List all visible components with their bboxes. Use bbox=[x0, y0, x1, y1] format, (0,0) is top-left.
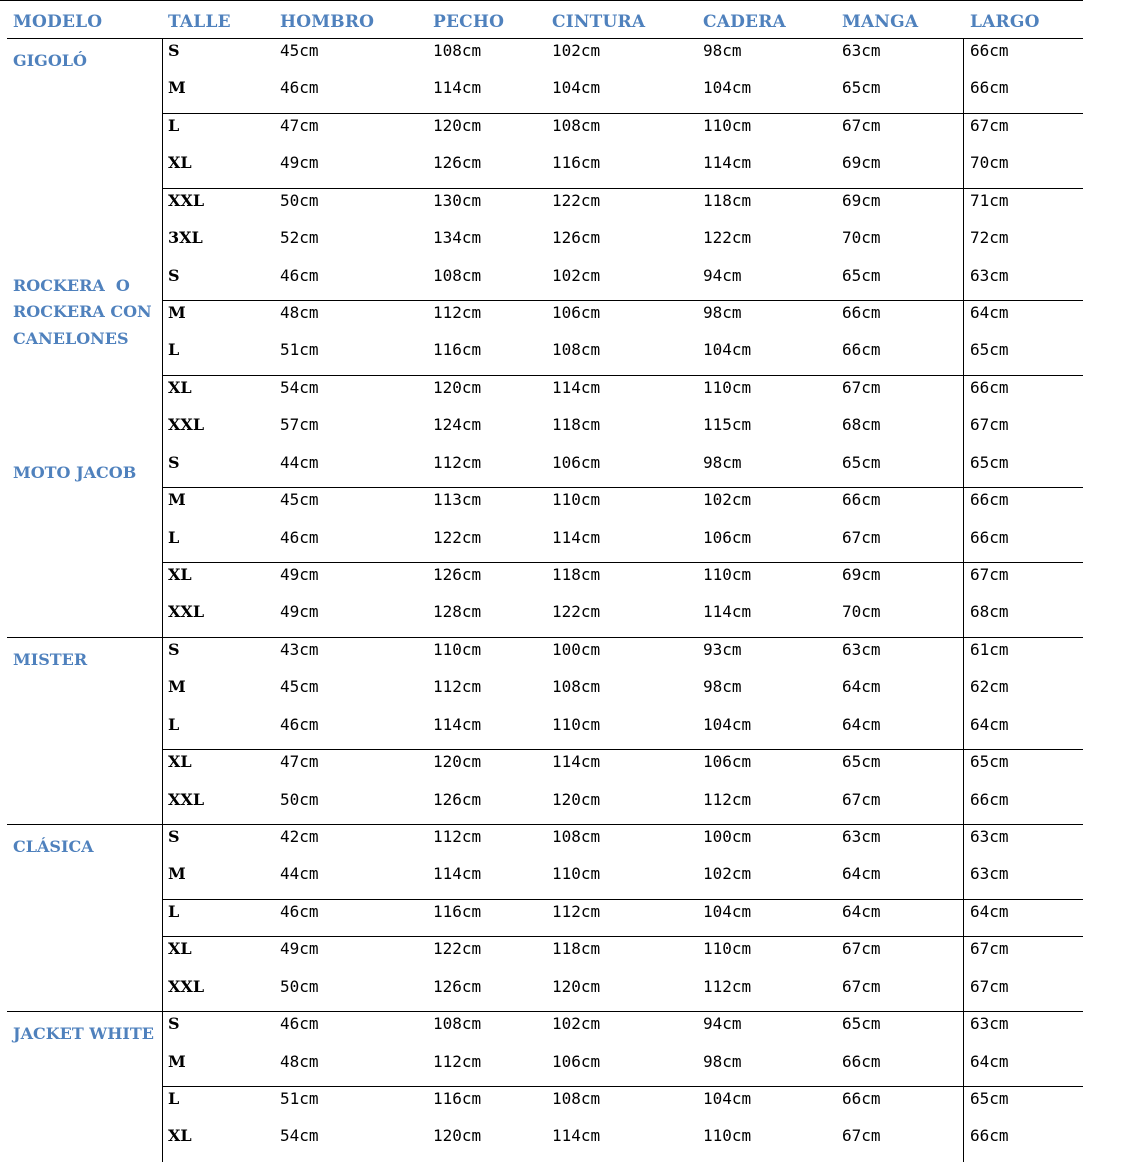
header-cintura: CINTURA bbox=[552, 12, 646, 32]
row-separator bbox=[162, 487, 1083, 488]
cell-cintura: 108cm bbox=[552, 340, 601, 360]
cell-hombro: 44cm bbox=[280, 452, 319, 472]
cell-pecho: 126cm bbox=[433, 789, 482, 809]
header-hombro: HOMBRO bbox=[280, 12, 375, 32]
cell-cintura: 110cm bbox=[552, 714, 601, 734]
cell-manga: 68cm bbox=[842, 415, 881, 435]
cell-cintura: 118cm bbox=[552, 415, 601, 435]
cell-hombro: 46cm bbox=[280, 78, 319, 98]
cell-cintura: 108cm bbox=[552, 1089, 601, 1109]
cell-cintura: 122cm bbox=[552, 190, 601, 210]
cell-largo: 67cm bbox=[970, 976, 1009, 996]
cell-hombro: 46cm bbox=[280, 901, 319, 921]
cell-cadera: 102cm bbox=[703, 490, 752, 510]
cell-cintura: 120cm bbox=[552, 976, 601, 996]
cell-cadera: 104cm bbox=[703, 714, 752, 734]
cell-cadera: 122cm bbox=[703, 228, 752, 248]
model-name-line: JACKET WHITE bbox=[13, 1024, 154, 1044]
cell-talle: L bbox=[168, 1089, 180, 1109]
model-name-line: CANELONES bbox=[13, 328, 129, 348]
cell-largo: 64cm bbox=[970, 303, 1009, 322]
cell-largo: 67cm bbox=[970, 939, 1009, 959]
cell-talle: XL bbox=[168, 939, 192, 959]
cell-pecho: 114cm bbox=[433, 714, 482, 734]
cell-manga: 67cm bbox=[842, 377, 881, 397]
cell-manga: 64cm bbox=[842, 864, 881, 884]
cell-hombro: 52cm bbox=[280, 228, 319, 248]
cell-cintura: 108cm bbox=[552, 677, 601, 697]
cell-largo: 65cm bbox=[970, 452, 1009, 472]
cell-cadera: 110cm bbox=[703, 939, 752, 959]
cell-talle: XL bbox=[168, 377, 192, 397]
cell-cadera: 93cm bbox=[703, 639, 742, 659]
cell-manga: 69cm bbox=[842, 153, 881, 173]
cell-hombro: 48cm bbox=[280, 303, 319, 322]
cell-talle: S bbox=[168, 827, 180, 847]
cell-manga: 65cm bbox=[842, 1014, 881, 1034]
cell-hombro: 51cm bbox=[280, 1089, 319, 1109]
row-separator bbox=[162, 936, 1083, 937]
cell-hombro: 49cm bbox=[280, 153, 319, 173]
model-group-separator bbox=[7, 824, 1083, 825]
cell-pecho: 126cm bbox=[433, 153, 482, 173]
cell-cadera: 98cm bbox=[703, 41, 742, 60]
cell-largo: 67cm bbox=[970, 415, 1009, 435]
cell-manga: 65cm bbox=[842, 265, 881, 285]
cell-cintura: 126cm bbox=[552, 228, 601, 248]
cell-pecho: 112cm bbox=[433, 452, 482, 472]
cell-pecho: 120cm bbox=[433, 752, 482, 772]
cell-hombro: 50cm bbox=[280, 976, 319, 996]
cell-cintura: 106cm bbox=[552, 452, 601, 472]
cell-talle: XXL bbox=[168, 789, 205, 809]
model-name bbox=[13, 1021, 154, 1048]
header-largo: LARGO bbox=[970, 12, 1040, 32]
cell-manga: 63cm bbox=[842, 639, 881, 659]
cell-manga: 64cm bbox=[842, 677, 881, 697]
cell-pecho: 112cm bbox=[433, 677, 482, 697]
cell-manga: 64cm bbox=[842, 901, 881, 921]
cell-manga: 66cm bbox=[842, 340, 881, 360]
cell-cintura: 114cm bbox=[552, 527, 601, 547]
cell-cadera: 110cm bbox=[703, 1126, 752, 1146]
cell-hombro: 51cm bbox=[280, 340, 319, 360]
header-cadera: CADERA bbox=[703, 12, 786, 32]
cell-cadera: 114cm bbox=[703, 602, 752, 622]
cell-pecho: 112cm bbox=[433, 827, 482, 847]
header-modelo: MODELO bbox=[13, 12, 103, 32]
cell-hombro: 46cm bbox=[280, 1014, 319, 1034]
cell-largo: 70cm bbox=[970, 153, 1009, 173]
cell-talle: S bbox=[168, 639, 180, 659]
cell-pecho: 134cm bbox=[433, 228, 482, 248]
cell-hombro: 54cm bbox=[280, 1126, 319, 1146]
cell-largo: 66cm bbox=[970, 527, 1009, 547]
cell-cadera: 104cm bbox=[703, 1089, 752, 1109]
cell-hombro: 57cm bbox=[280, 415, 319, 435]
cell-cadera: 100cm bbox=[703, 827, 752, 847]
cell-talle: S bbox=[168, 452, 180, 472]
cell-manga: 70cm bbox=[842, 602, 881, 622]
cell-cadera: 104cm bbox=[703, 340, 752, 360]
model-name-line: ROCKERA CON bbox=[13, 302, 152, 322]
cell-cadera: 94cm bbox=[703, 1014, 742, 1034]
cell-hombro: 44cm bbox=[280, 864, 319, 884]
cell-cadera: 98cm bbox=[703, 452, 742, 472]
cell-hombro: 49cm bbox=[280, 602, 319, 622]
cell-largo: 66cm bbox=[970, 41, 1009, 60]
cell-pecho: 130cm bbox=[433, 190, 482, 210]
model-name bbox=[13, 273, 152, 353]
cell-largo: 63cm bbox=[970, 864, 1009, 884]
cell-pecho: 113cm bbox=[433, 490, 482, 510]
cell-manga: 65cm bbox=[842, 452, 881, 472]
cell-cintura: 122cm bbox=[552, 602, 601, 622]
model-group-separator bbox=[7, 1011, 1083, 1012]
cell-pecho: 114cm bbox=[433, 78, 482, 98]
cell-hombro: 46cm bbox=[280, 527, 319, 547]
header-manga: MANGA bbox=[842, 12, 919, 32]
cell-manga: 65cm bbox=[842, 78, 881, 98]
cell-pecho: 108cm bbox=[433, 1014, 482, 1034]
row-separator bbox=[162, 562, 1083, 563]
cell-talle: XL bbox=[168, 1126, 192, 1146]
cell-manga: 64cm bbox=[842, 714, 881, 734]
cell-largo: 63cm bbox=[970, 827, 1009, 847]
cell-manga: 66cm bbox=[842, 303, 881, 322]
cell-cintura: 120cm bbox=[552, 789, 601, 809]
cell-cadera: 106cm bbox=[703, 752, 752, 772]
row-separator bbox=[162, 1086, 1083, 1087]
cell-talle: XXL bbox=[168, 415, 205, 435]
row-separator bbox=[162, 375, 1083, 376]
cell-manga: 69cm bbox=[842, 190, 881, 210]
cell-largo: 66cm bbox=[970, 377, 1009, 397]
cell-talle: L bbox=[168, 901, 180, 921]
cell-pecho: 120cm bbox=[433, 377, 482, 397]
row-separator bbox=[162, 113, 1083, 114]
cell-largo: 66cm bbox=[970, 1126, 1009, 1146]
cell-talle: S bbox=[168, 41, 180, 60]
cell-hombro: 47cm bbox=[280, 752, 319, 772]
cell-cintura: 114cm bbox=[552, 377, 601, 397]
cell-cintura: 102cm bbox=[552, 265, 601, 285]
cell-talle: 3XL bbox=[168, 228, 203, 248]
top-rule bbox=[0, 0, 1083, 1]
cell-pecho: 126cm bbox=[433, 976, 482, 996]
cell-manga: 67cm bbox=[842, 976, 881, 996]
cell-largo: 65cm bbox=[970, 1089, 1009, 1109]
cell-hombro: 46cm bbox=[280, 265, 319, 285]
cell-hombro: 43cm bbox=[280, 639, 319, 659]
cell-manga: 63cm bbox=[842, 827, 881, 847]
cell-talle: L bbox=[168, 115, 180, 135]
cell-largo: 67cm bbox=[970, 565, 1009, 585]
cell-cintura: 112cm bbox=[552, 901, 601, 921]
cell-hombro: 42cm bbox=[280, 827, 319, 847]
cell-cintura: 108cm bbox=[552, 115, 601, 135]
cell-pecho: 108cm bbox=[433, 41, 482, 60]
model-name-line: MOTO JACOB bbox=[13, 462, 137, 482]
header-talle: TALLE bbox=[168, 12, 231, 32]
cell-manga: 69cm bbox=[842, 565, 881, 585]
model-group-separator bbox=[7, 637, 1083, 638]
row-separator bbox=[162, 899, 1083, 900]
cell-pecho: 126cm bbox=[433, 565, 482, 585]
cell-largo: 71cm bbox=[970, 190, 1009, 210]
cell-cintura: 116cm bbox=[552, 153, 601, 173]
cell-cadera: 98cm bbox=[703, 677, 742, 697]
row-separator bbox=[162, 300, 1083, 301]
cell-talle: M bbox=[168, 677, 186, 697]
model-name-line: GIGOLÓ bbox=[13, 51, 87, 70]
cell-largo: 66cm bbox=[970, 789, 1009, 809]
cell-hombro: 49cm bbox=[280, 565, 319, 585]
cell-pecho: 116cm bbox=[433, 1089, 482, 1109]
cell-pecho: 116cm bbox=[433, 340, 482, 360]
cell-hombro: 50cm bbox=[280, 789, 319, 809]
cell-largo: 72cm bbox=[970, 228, 1009, 248]
cell-cintura: 118cm bbox=[552, 939, 601, 959]
cell-pecho: 122cm bbox=[433, 527, 482, 547]
cell-talle: M bbox=[168, 1051, 186, 1071]
cell-hombro: 45cm bbox=[280, 41, 319, 60]
cell-manga: 66cm bbox=[842, 1051, 881, 1071]
header-rule bbox=[7, 38, 1083, 39]
cell-cintura: 100cm bbox=[552, 639, 601, 659]
cell-cadera: 104cm bbox=[703, 78, 752, 98]
cell-talle: S bbox=[168, 265, 180, 285]
model-name-line: CLÁSICA bbox=[13, 837, 94, 857]
cell-cadera: 106cm bbox=[703, 527, 752, 547]
cell-hombro: 49cm bbox=[280, 939, 319, 959]
cell-talle: M bbox=[168, 864, 186, 884]
cell-manga: 63cm bbox=[842, 41, 881, 60]
cell-largo: 64cm bbox=[970, 901, 1009, 921]
cell-manga: 67cm bbox=[842, 939, 881, 959]
cell-largo: 64cm bbox=[970, 1051, 1009, 1071]
cell-talle: M bbox=[168, 78, 186, 98]
cell-largo: 66cm bbox=[970, 490, 1009, 510]
cell-largo: 65cm bbox=[970, 340, 1009, 360]
model-name bbox=[13, 460, 136, 487]
cell-manga: 66cm bbox=[842, 1089, 881, 1109]
cell-cintura: 114cm bbox=[552, 1126, 601, 1146]
cell-pecho: 112cm bbox=[433, 1051, 482, 1071]
cell-hombro: 47cm bbox=[280, 115, 319, 135]
cell-cadera: 112cm bbox=[703, 789, 752, 809]
cell-talle: XL bbox=[168, 565, 192, 585]
cell-cadera: 115cm bbox=[703, 415, 752, 435]
cell-pecho: 116cm bbox=[433, 901, 482, 921]
cell-cintura: 118cm bbox=[552, 565, 601, 585]
cell-cadera: 98cm bbox=[703, 1051, 742, 1071]
cell-largo: 63cm bbox=[970, 1014, 1009, 1034]
cell-cadera: 94cm bbox=[703, 265, 742, 285]
cell-cadera: 110cm bbox=[703, 565, 752, 585]
cell-hombro: 48cm bbox=[280, 1051, 319, 1071]
cell-manga: 66cm bbox=[842, 490, 881, 510]
cell-talle: XXL bbox=[168, 190, 205, 210]
cell-pecho: 112cm bbox=[433, 303, 482, 322]
cell-talle: XXL bbox=[168, 602, 205, 622]
cell-largo: 67cm bbox=[970, 115, 1009, 135]
cell-pecho: 128cm bbox=[433, 602, 482, 622]
cell-largo: 65cm bbox=[970, 752, 1009, 772]
cell-hombro: 50cm bbox=[280, 190, 319, 210]
model-column-rule bbox=[162, 38, 163, 1162]
cell-talle: XL bbox=[168, 153, 192, 173]
cell-pecho: 120cm bbox=[433, 115, 482, 135]
cell-largo: 62cm bbox=[970, 677, 1009, 697]
cell-cintura: 102cm bbox=[552, 41, 601, 60]
cell-manga: 67cm bbox=[842, 115, 881, 135]
model-name-line: ROCKERA O bbox=[13, 275, 130, 295]
cell-talle: M bbox=[168, 490, 186, 510]
cell-talle: L bbox=[168, 714, 180, 734]
cell-talle: M bbox=[168, 303, 186, 322]
cell-largo: 68cm bbox=[970, 602, 1009, 622]
cell-cintura: 102cm bbox=[552, 1014, 601, 1034]
cell-pecho: 108cm bbox=[433, 265, 482, 285]
cell-pecho: 122cm bbox=[433, 939, 482, 959]
cell-hombro: 45cm bbox=[280, 677, 319, 697]
cell-cadera: 102cm bbox=[703, 864, 752, 884]
cell-cadera: 110cm bbox=[703, 377, 752, 397]
model-name-line: MISTER bbox=[13, 649, 88, 669]
cell-pecho: 110cm bbox=[433, 639, 482, 659]
cell-hombro: 45cm bbox=[280, 490, 319, 510]
row-separator bbox=[162, 188, 1083, 189]
cell-cintura: 106cm bbox=[552, 1051, 601, 1071]
cell-cintura: 108cm bbox=[552, 827, 601, 847]
model-name bbox=[13, 834, 94, 861]
cell-manga: 65cm bbox=[842, 752, 881, 772]
cell-pecho: 124cm bbox=[433, 415, 482, 435]
largo-column-rule bbox=[963, 38, 964, 1162]
cell-manga: 70cm bbox=[842, 228, 881, 248]
cell-talle: L bbox=[168, 340, 180, 360]
cell-cadera: 118cm bbox=[703, 190, 752, 210]
cell-talle: XL bbox=[168, 752, 192, 772]
header-pecho: PECHO bbox=[433, 12, 505, 32]
cell-cintura: 104cm bbox=[552, 78, 601, 98]
cell-largo: 61cm bbox=[970, 639, 1009, 659]
cell-hombro: 46cm bbox=[280, 714, 319, 734]
model-name bbox=[13, 647, 87, 674]
cell-talle: XXL bbox=[168, 976, 205, 996]
cell-cintura: 110cm bbox=[552, 490, 601, 510]
cell-cintura: 114cm bbox=[552, 752, 601, 772]
model-name bbox=[13, 48, 87, 75]
cell-cadera: 112cm bbox=[703, 976, 752, 996]
cell-largo: 63cm bbox=[970, 265, 1009, 285]
cell-pecho: 120cm bbox=[433, 1126, 482, 1146]
cell-cadera: 98cm bbox=[703, 303, 742, 322]
cell-cintura: 106cm bbox=[552, 303, 601, 322]
cell-manga: 67cm bbox=[842, 789, 881, 809]
cell-cadera: 110cm bbox=[703, 115, 752, 135]
cell-pecho: 114cm bbox=[433, 864, 482, 884]
cell-talle: S bbox=[168, 1014, 180, 1034]
cell-largo: 64cm bbox=[970, 714, 1009, 734]
cell-cintura: 110cm bbox=[552, 864, 601, 884]
cell-manga: 67cm bbox=[842, 527, 881, 547]
cell-manga: 67cm bbox=[842, 1126, 881, 1146]
cell-largo: 66cm bbox=[970, 78, 1009, 98]
cell-hombro: 54cm bbox=[280, 377, 319, 397]
cell-cadera: 104cm bbox=[703, 901, 752, 921]
cell-talle: L bbox=[168, 527, 180, 547]
cell-cadera: 114cm bbox=[703, 153, 752, 173]
row-separator bbox=[162, 749, 1083, 750]
